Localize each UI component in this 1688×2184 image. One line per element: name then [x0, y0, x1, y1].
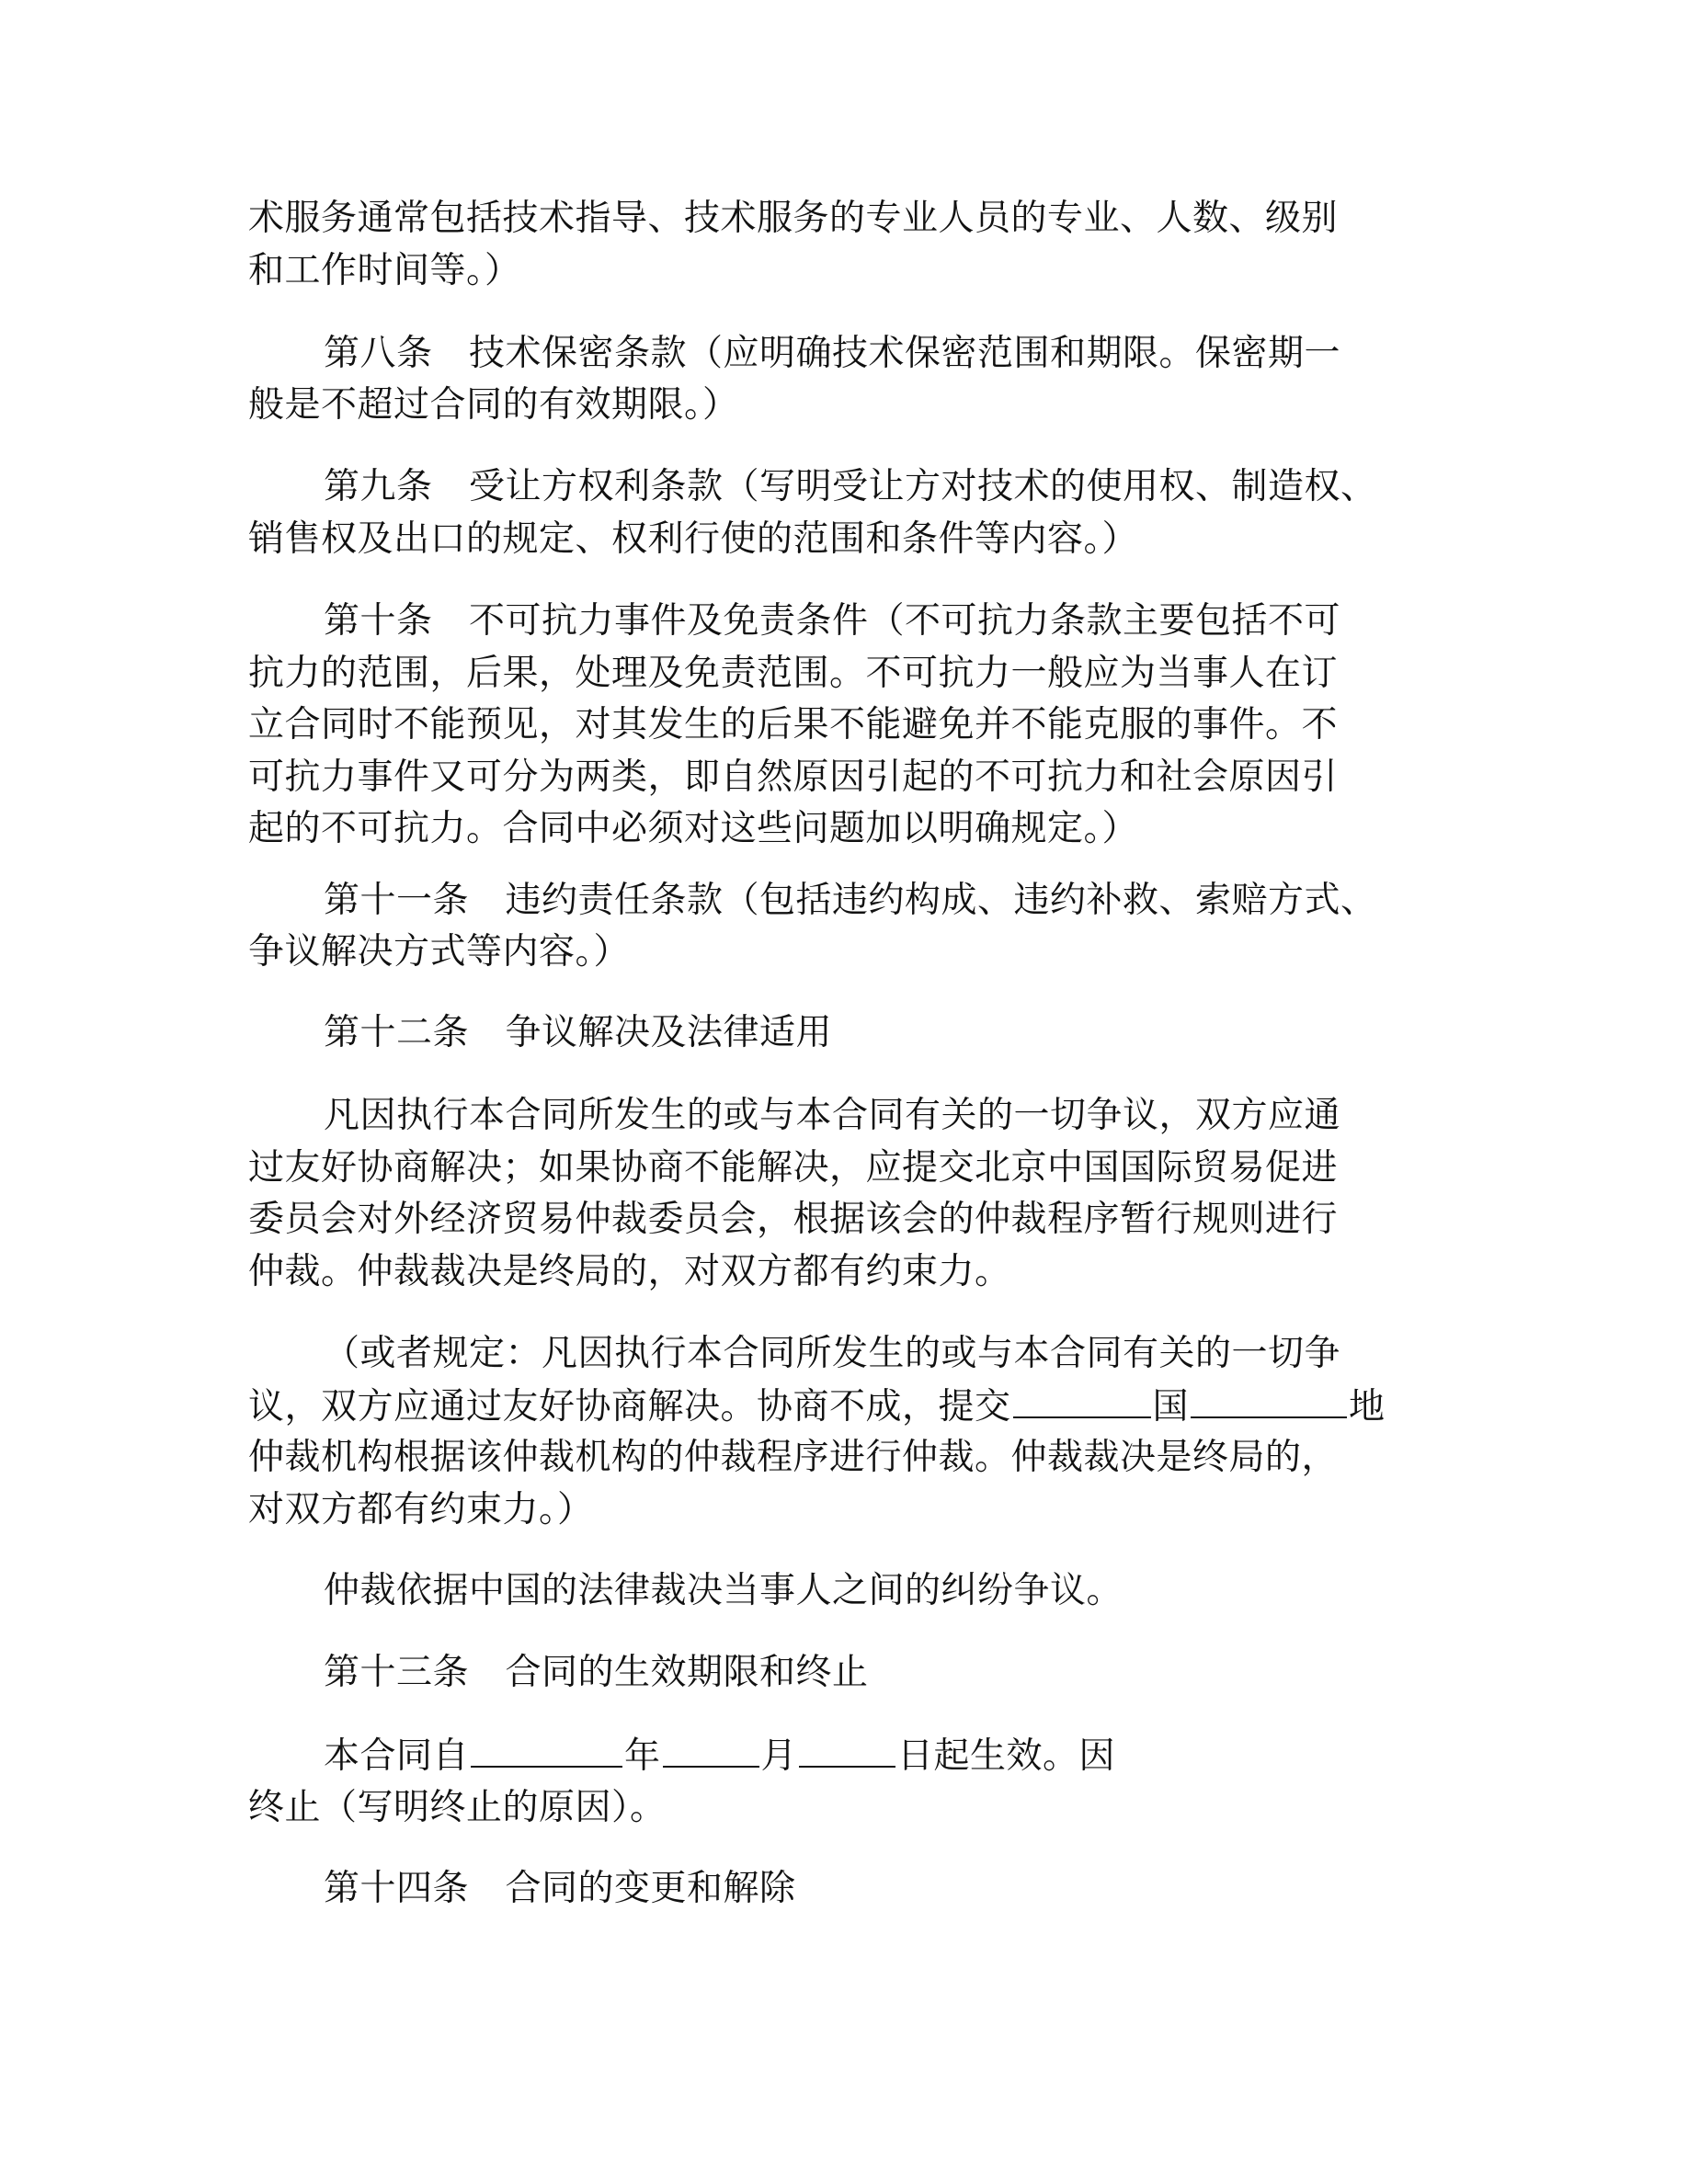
text-line: 凡因执行本合同所发生的或与本合同有关的一切争议，双方应通	[324, 1095, 1341, 1136]
text-segment: 国	[1152, 1386, 1190, 1428]
year-blank[interactable]	[471, 1731, 622, 1768]
arbitration-line	[248, 1382, 1386, 1432]
country-blank[interactable]	[1013, 1382, 1151, 1418]
text-line: 仲裁依据中国的法律裁决当事人之间的纠纷争议。	[324, 1570, 1123, 1611]
text-line: （或者规定：凡因执行本合同所发生的或与本合同有关的一切争	[324, 1333, 1341, 1374]
text-line: 般是不超过合同的有效期限。）	[248, 384, 739, 426]
clause-12-heading: 第十二条 争议解决及法律适用	[324, 1012, 833, 1053]
text-line: 过友好协商解决；如果协商不能解决，应提交北京中国国际贸易促进	[248, 1147, 1339, 1189]
text-line: 销售权及出口的规定、权利行使的范围和条件等内容。）	[248, 518, 1139, 560]
text-line: 仲裁机构根据该仲裁机构的仲裁程序进行仲裁。仲裁裁决是终局的，	[248, 1437, 1339, 1478]
text-line: 和工作时间等。）	[248, 250, 521, 291]
text-line: 立合同时不能预见，对其发生的后果不能避免并不能克服的事件。不	[248, 704, 1339, 745]
text-line: 仲裁。仲裁裁决是终局的，对双方都有约束力。	[248, 1251, 1011, 1292]
text-segment: 地	[1349, 1386, 1386, 1428]
place-blank[interactable]	[1191, 1382, 1347, 1418]
text-segment: 本合同自	[324, 1735, 470, 1777]
text-line: 争议解决方式等内容。）	[248, 931, 631, 973]
text-line: 可抗力事件又可分为两类，即自然原因引起的不可抗力和社会原因引	[248, 756, 1339, 798]
text-segment: 月	[760, 1735, 798, 1777]
clause-10-heading: 第十条 不可抗力事件及免责条件（不可抗力条款主要包括不可	[324, 600, 1341, 642]
text-line: 术服务通常包括技术指导、技术服务的专业人员的专业、人数、级别	[248, 198, 1339, 239]
text-line: 起的不可抗力。合同中必须对这些问题加以明确规定。）	[248, 808, 1139, 849]
text-line: 终止（写明终止的原因）。	[248, 1787, 667, 1828]
clause-11-heading: 第十一条 违约责任条款（包括违约构成、违约补救、索赔方式、	[324, 880, 1377, 921]
clause-14-heading: 第十四条 合同的变更和解除	[324, 1868, 796, 1909]
text-line: 对双方都有约束力。）	[248, 1489, 594, 1530]
text-line: 抗力的范围，后果，处理及免责范围。不可抗力一般应为当事人在订	[248, 653, 1339, 694]
text-segment: 年	[624, 1735, 661, 1777]
text-segment: 日起生效。因	[897, 1735, 1116, 1777]
clause-9-heading: 第九条 受让方权利条款（写明受让方对技术的使用权、制造权、	[324, 466, 1377, 507]
effective-date-line	[324, 1731, 1115, 1781]
clause-13-heading: 第十三条 合同的生效期限和终止	[324, 1652, 869, 1693]
clause-8-heading: 第八条 技术保密条款（应明确技术保密范围和期限。保密期一	[324, 333, 1341, 374]
text-segment: 议，双方应通过友好协商解决。协商不成，提交	[248, 1386, 1011, 1428]
month-blank[interactable]	[663, 1731, 759, 1768]
day-blank[interactable]	[799, 1731, 895, 1768]
text-line: 委员会对外经济贸易仲裁委员会，根据该会的仲裁程序暂行规则进行	[248, 1199, 1339, 1240]
